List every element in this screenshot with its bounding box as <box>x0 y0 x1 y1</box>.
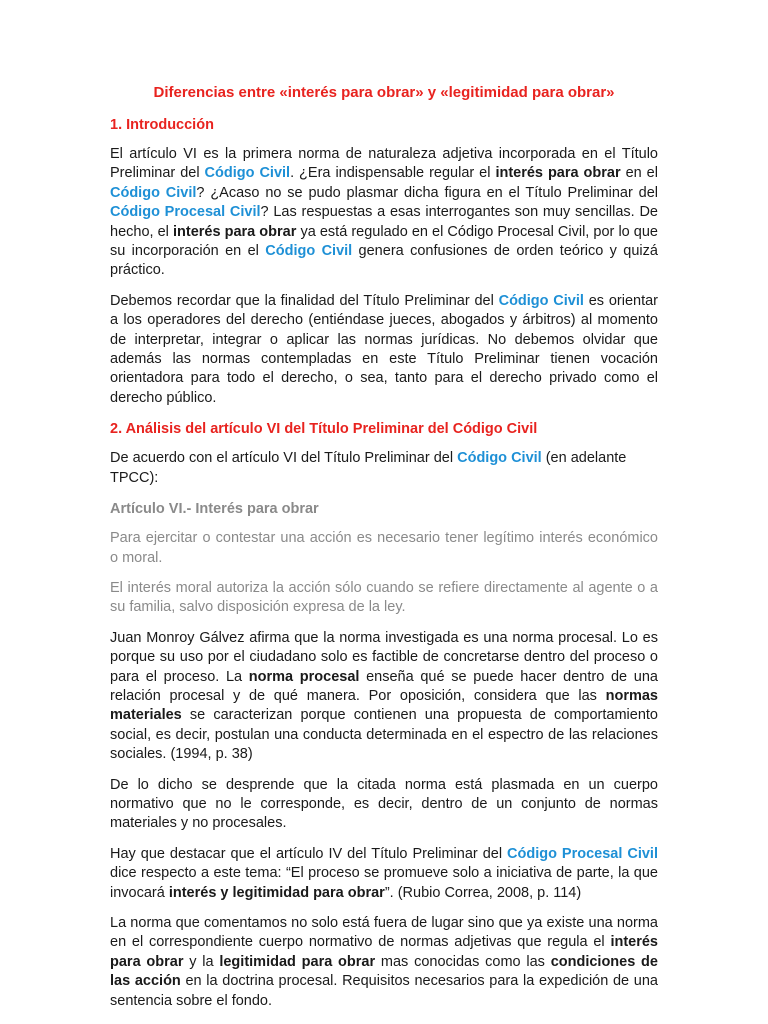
text-run: ya está regulado en el Código Procesal Civil, por lo que su incorporación en el <box>110 223 658 260</box>
paragraph-4 <box>110 629 658 765</box>
text-run: mas conocidas como las <box>375 953 551 970</box>
text-run: Debemos recordar que la finalidad del Título Preliminar del <box>110 292 499 309</box>
paragraph-5 <box>110 776 658 834</box>
codigo-link[interactable]: Código Procesal Civil <box>507 845 658 862</box>
bold-term: normas materiales <box>110 687 658 724</box>
section-heading-analisis: 2. Análisis del artículo VI del Título Preliminar del Código Civil <box>110 421 538 438</box>
document-title: Diferencias entre «interés para obrar» y «legitimidad para obrar» <box>153 84 615 101</box>
paragraph-1 <box>110 145 658 281</box>
codigo-link[interactable]: Código Civil <box>265 243 353 260</box>
bold-term: legitimidad para obrar <box>219 953 376 970</box>
text-run: en el <box>620 165 658 182</box>
quoted-article-text-1: Para ejercitar o contestar una acción es necesario tener legítimo interés económico o moral. <box>110 530 658 566</box>
text-run: De acuerdo con el artículo VI del Título Preliminar del <box>110 450 458 467</box>
text-run: Juan Monroy Gálvez afirma que la norma investigada es una norma procesal. Lo es porque su uso por el ciudadano solo es factible de concretarse dentro del proceso o para el proceso. La <box>110 629 658 685</box>
paragraph-3 <box>110 449 658 488</box>
codigo-link[interactable]: Código Civil <box>457 450 542 467</box>
text-run: dice respecto a este tema: “El proceso se promueve solo a iniciativa de parte, la que invocará <box>110 865 658 901</box>
text-run: De lo dicho se desprende que la citada norma está plasmada en un cuerpo normativo que no le corresponde, es decir, dentro de un conjunto de normas materiales y no procesales. <box>110 776 658 832</box>
text-run: ? Las respuestas a esas interrogantes son muy sencillas. De hecho, el <box>110 204 658 240</box>
text-run: genera confusiones de orden teórico y quizá práctico. <box>110 243 658 279</box>
text-run: y la <box>183 953 220 970</box>
bold-term: interés para obrar <box>172 223 297 240</box>
text-run: ”. (Rubio Correa, 2008, p. 114) <box>384 884 582 901</box>
bold-term: interés y legitimidad para obrar <box>168 884 385 901</box>
quoted-article-text-2: El interés moral autoriza la acción sólo cuando se refiere directamente al agente o a su familia, salvo disposición expresa de la ley. <box>110 579 658 616</box>
bold-term: norma procesal <box>248 668 360 685</box>
section-heading-introduccion: 1. Introducción <box>110 117 214 133</box>
codigo-link[interactable]: Código Civil <box>498 292 584 309</box>
codigo-link[interactable]: Código Civil <box>110 184 197 201</box>
text-run: Hay que destacar que el artículo IV del Título Preliminar del <box>110 845 508 862</box>
paragraph-6 <box>110 845 658 903</box>
paragraph-7 <box>110 914 658 1011</box>
quoted-article-title: Artículo VI.- Interés para obrar <box>110 501 319 518</box>
text-run: La norma que comentamos no solo está fuera de lugar sino que ya existe una norma en el correspondiente cuerpo normativo de normas adjetivas que regula el <box>110 915 658 951</box>
text-run: (en adelante TPCC): <box>110 450 627 486</box>
text-run: es orientar a los operadores del derecho (entiéndase jueces, abogados y árbitros) al momento de interpretar, integrar o aplicar las normas jurídicas. No debemos olvidar que además las normas contempladas en este Título Preliminar tienen vocación orientadora para todo el derecho, o sea, tanto para el derecho privado como el derecho público. <box>110 292 658 406</box>
bold-term: interés para obrar <box>110 934 658 970</box>
codigo-link[interactable]: Código Procesal Civil <box>110 204 261 221</box>
text-run: ? ¿Acaso no se pudo plasmar dicha figura en el Título Preliminar del <box>196 184 658 201</box>
text-run: El artículo VI es la primera norma de naturaleza adjetiva incorporada en el Título Preliminar del <box>110 146 658 182</box>
codigo-link[interactable]: Código Civil <box>204 165 291 182</box>
paragraph-2 <box>110 292 658 408</box>
text-run: enseña qué se puede hacer dentro de una relación procesal y de qué manera. Por oposición, considera que las <box>110 668 658 704</box>
bold-term: interés para obrar <box>495 165 621 182</box>
bold-term: condiciones de las acción <box>110 953 658 990</box>
text-run: . ¿Era indispensable regular el <box>290 165 496 182</box>
text-run: en la doctrina procesal. Requisitos necesarios para la expedición de una sentencia sobre el fondo. <box>110 973 658 1009</box>
text-run: se caracterizan porque contienen una propuesta de comportamiento social, es decir, postulan una conducta determinada en el espectro de las relaciones sociales. (1994, p. 38) <box>110 707 658 763</box>
